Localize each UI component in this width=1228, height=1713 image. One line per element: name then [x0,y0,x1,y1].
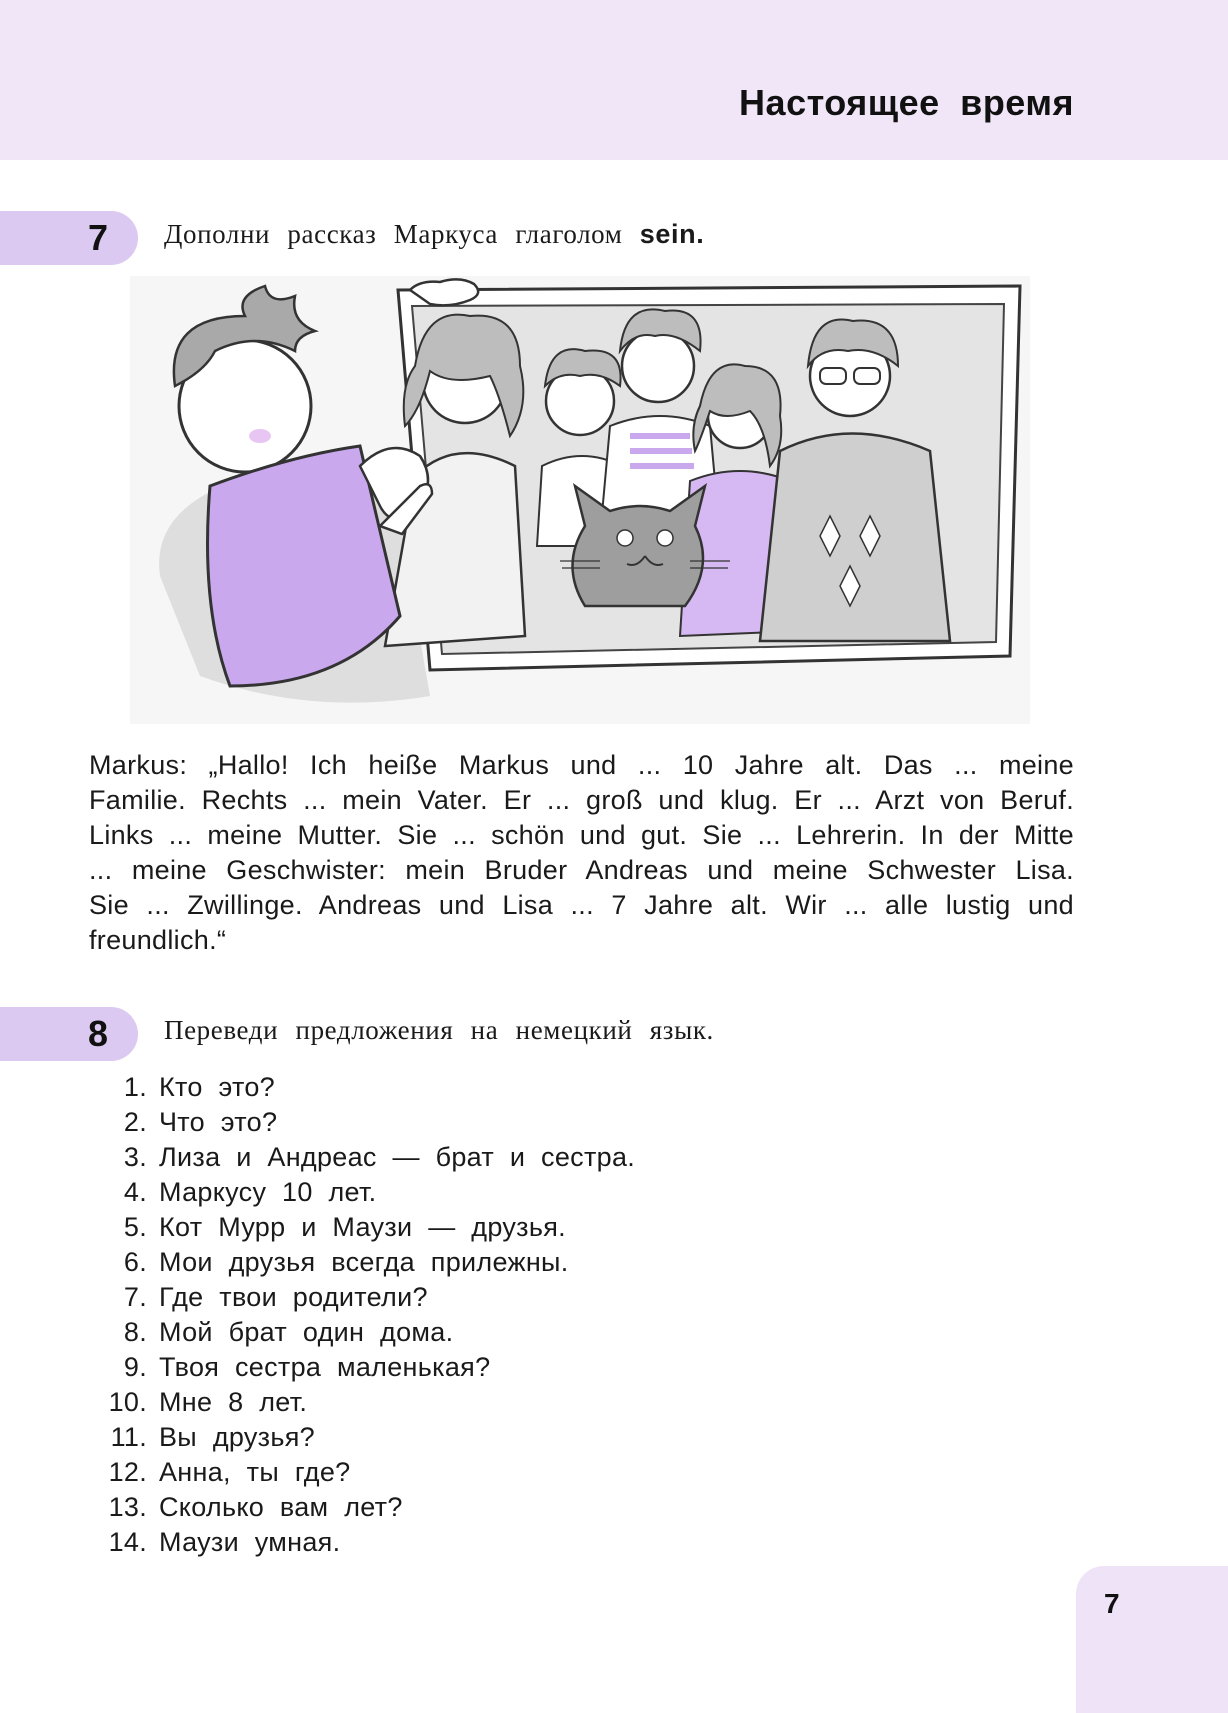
list-item: 12. Анна, ты где? [108,1457,351,1487]
exercise-7-badge [0,211,138,265]
exercise-7-instruction-text: Дополни рассказ Маркуса глаголом [164,219,623,249]
family-photo-illustration [130,276,1030,724]
list-item: 10. Мне 8 лет. [108,1387,308,1417]
list-item: 8. Мой брат один дома. [123,1317,454,1347]
page-title: Настоящее время [739,82,1074,123]
list-item: 14. Маузи умная. [108,1527,341,1557]
page-number-tab [1076,1566,1228,1713]
exercise-8-instruction: Переведи предложения на немецкий язык. [164,1015,714,1045]
list-item: 2. Что это? [123,1107,278,1137]
list-item: 6. Мои друзья всегда прилежны. [123,1247,569,1277]
exercise-8-badge [0,1007,138,1061]
exercise-8-number: 8 [88,1013,109,1054]
list-item: 5. Кот Мурр и Маузи — друзья. [123,1212,566,1242]
list-item: 9. Твоя сестра маленькая? [123,1352,491,1382]
list-item: 13. Сколько вам лет? [108,1492,403,1522]
list-item: 7. Где твои родители? [123,1282,428,1312]
list-item: 4. Маркусу 10 лет. [123,1177,377,1207]
list-item: 3. Лиза и Андреас — брат и сестра. [123,1142,636,1172]
translation-list [89,1070,635,1560]
exercise-7-verb: sein. [639,219,705,249]
list-item: 1. Кто это? [123,1072,275,1102]
exercise-7-number: 7 [88,217,109,258]
page-number: 7 [1104,1588,1120,1619]
list-item: 11. Вы друзья? [110,1422,315,1452]
exercise-7-instruction [164,219,704,250]
markus-story: Markus: „Hallo! Ich heiße Markus und ... 10 Jahre alt. Das ... meine Familie. Rechts ... mein Vater. Er ... groß und klug. Er ... Arzt von Beruf. Links ... meine Mutter. Sie ... schön und gut. Sie ... Lehrerin. In der Mitte ... meine Geschwister: mein Bruder Andreas und meine Schwester Lisa. Sie ... Zwillinge. Andreas und Lisa ... 7 Jahre alt. Wir ... alle lustig und freundlich.“ [89,750,1074,955]
header-band [0,0,1228,160]
